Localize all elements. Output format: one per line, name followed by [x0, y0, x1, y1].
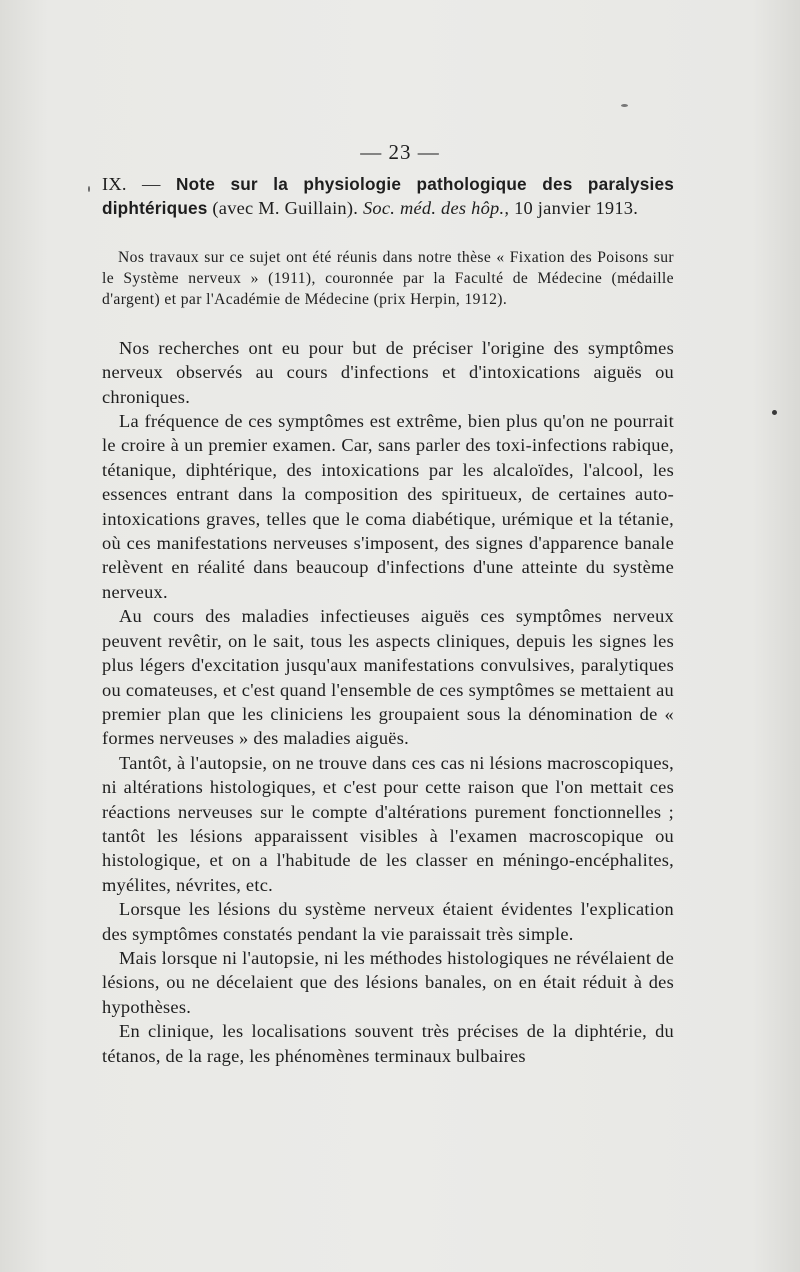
entry-title [102, 172, 674, 221]
entry-heading: Note sur la physiologie pathologique des paralysies diphtériques [102, 174, 674, 219]
entry-number: IX. — [102, 174, 161, 194]
ink-speck [772, 410, 777, 415]
paragraph: Tantôt, à l'autopsie, on ne trouve dans ces cas ni lésions macroscopiques, ni altérations histologiques, et c'est pour cette raison que l'on mettait ces réactions nerveuses sur le compte d'altérations purement fonctionnelles ; tantôt les lésions apparaissent visibles à l'examen macroscopique ou histologique, et on a l'habitude de les classer en méningo-encéphalites, myélites, névrites, etc. [102, 752, 674, 895]
ink-speck [621, 104, 628, 107]
ink-speck [88, 186, 90, 192]
paragraph: La fréquence de ces symptômes est extrême, bien plus qu'on ne pourrait le croire à un premier examen. Car, sans parler des toxi-infections rabique, tétanique, diphtérique, des intoxications par les alcaloïdes, l'alcool, les essences entrant dans la composition des spiritueux, de certaines auto-intoxications graves, telles que le coma diabétique, urémique et la tétanie, où ces manifestations nerveuses s'imposent, des signes d'apparence banale relèvent en réalité dans beaucoup d'infections d'une atteinte du système nerveux. [102, 411, 674, 602]
page-number: — 23 — [360, 140, 440, 164]
thesis-note: Nos travaux sur ce sujet ont été réunis dans notre thèse « Fixation des Poisons sur le Système nerveux » (1911), couronnée par la Faculté de Médecine (médaille d'argent) et par l'Académie de Médecine (prix Herpin, 1912). [102, 248, 674, 308]
paragraph: En clinique, les localisations souvent très précises de la diphtérie, du tétanos, de la rage, les phénomènes terminaux bulbaires [102, 1021, 674, 1066]
entry-date: 10 janvier 1913. [514, 198, 639, 219]
paragraph: Nos recherches ont eu pour but de préciser l'origine des symptômes nerveux observés au cours d'infections et d'intoxications aiguës ou chroniques. [102, 337, 674, 407]
paragraph: Lorsque les lésions du système nerveux étaient évidentes l'explication des symptômes constatés pendant la vie paraissait très simple. [102, 899, 674, 944]
paragraph: Mais lorsque ni l'autopsie, ni les méthodes histologiques ne révélaient de lésions, ou ne décelaient que des lésions banales, on en était réduit à des hypothèses. [102, 947, 674, 1017]
entry-authors: (avec M. Guillain). [212, 198, 359, 219]
paragraph: Au cours des maladies infectieuses aiguës ces symptômes nerveux peuvent revêtir, on le sait, tous les aspects cliniques, depuis les signes les plus légers d'excitation jusqu'aux manifestations convulsives, paralytiques ou comateuses, et c'est quand l'ensemble de ces symptômes se mettaient au premier plan que les cliniciens les groupaient sous la dénomination de « formes nerveuses » des maladies aiguës. [102, 606, 674, 749]
page-body [102, 172, 674, 1068]
entry-journal: Soc. méd. des hôp., [362, 198, 510, 219]
